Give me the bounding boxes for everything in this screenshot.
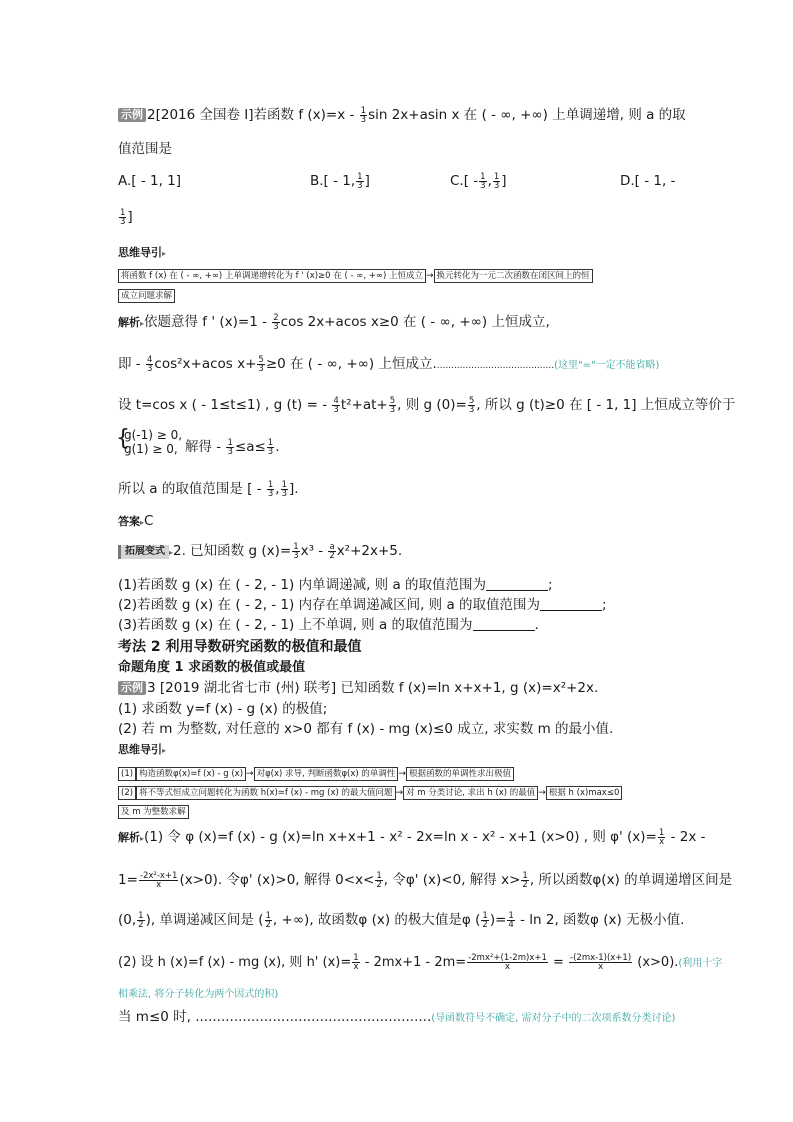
- guide-flow-2: [118, 285, 175, 303]
- option-c: C.[ - $\frac{1}{3}$ , $\frac{1}{3}$ ]: [450, 171, 507, 191]
- guide-step: 换元转化为一元二次函数在闭区间上的恒: [434, 269, 593, 283]
- extension-q1: (1)若函数 g (x) 在 ( - 2, - 1) 内单调递减, 则 a 的取值范围为 ;: [118, 577, 553, 593]
- example3-line1: 示例 3 [2019 湖北省七市 (州) 联考] 已知函数 f (x)=ln x+x+1, g (x)=x²+2x.: [118, 679, 598, 697]
- answer-blank: [486, 578, 548, 591]
- option-d-cont: $\frac{1}{3}$ ]: [120, 207, 133, 227]
- guide-label: 思维导引▸: [118, 743, 167, 756]
- answer: 答案▸C: [118, 513, 154, 529]
- guide-step: 根据函数的单调性求出极值: [406, 767, 514, 781]
- range-line: 所以 a 的取值范围是 [ - $\frac{1}{3}$ , $\frac{1}{3}$ ].: [118, 479, 299, 499]
- ex3-solution-line6: 当 m≤0 时, .......................................................(导函数符号不确定, 需对分子中的二次项系数分类讨论): [118, 1009, 676, 1025]
- example2-line2: 值范围是: [118, 141, 172, 157]
- fraction: $\frac{1}{3}$: [360, 105, 367, 125]
- guide3-row3: [118, 801, 189, 819]
- system: g(-1) ≥ 0, g(1) ≥ 0,: [124, 428, 183, 456]
- option-a: A.[ - 1, 1]: [118, 173, 182, 189]
- option-b: B.[ - 1, $\frac{1}{3}$ ]: [310, 171, 370, 191]
- option-d: D.[ - 1, -: [620, 173, 676, 189]
- solution-line2: 即 - $\frac{4}{3}$ cos²x+acos x+ $\frac{5}{3}$ ≥0 在 ( - ∞, +∞) 上恒成立..........................................(这里"="一定不能省略): [118, 354, 660, 374]
- ex3-solution-line4: (2) 设 h (x)=f (x) - mg (x), 则 h' (x)= $\frac{1}{x}$ - 2mx+1 - 2m= $\frac{\text{-2mx²+(1-2m)x+1}}{x}$ = $\frac{-(2mx-1)(x+1)}{x}$ (x>0).(利用十字: [118, 953, 723, 972]
- answer-blank: [473, 618, 535, 631]
- ex3-solution-line3: (0, $\frac{1}{2}$ ), 单调递减区间是 ( $\frac{1}{2}$ , +∞), 故函数φ (x) 的极大值是φ ( $\frac{1}{2}$ )= $\frac{1}{4}$ - ln 2, 函数φ (x) 无极小值.: [118, 910, 685, 930]
- example-tag: 示例: [118, 108, 146, 122]
- guide-step: 根据 h (x)max≤0: [546, 786, 623, 800]
- extension-line: 拓展变式 ▸2. 已知函数 g (x)= $\frac{1}{3}$ x³ - $\frac{a}{2}$ x²+2x+5.: [118, 542, 402, 562]
- guide-step: 将不等式恒成立问题转化为函数 h(x)=f (x) - mg (x) 的最大值问题: [136, 786, 395, 800]
- guide3-row1: (1) 构造函数φ(x)=f (x) - g (x) → 对φ(x) 求导, 判断函数φ(x) 的单调性 → 根据函数的单调性求出极值: [118, 763, 514, 783]
- margin-note: (利用十字: [678, 958, 723, 969]
- margin-note: (这里"="一定不能省略): [554, 360, 660, 371]
- solution-line3: 设 t=cos x ( - 1≤t≤1) , g (t) = - $\frac{4}{3}$ t²+at+ $\frac{5}{3}$ , 则 g (0)= $\frac{5}{3}$ , 所以 g (t)≥0 在 [ - 1, 1] 上恒成立等价于: [118, 395, 736, 415]
- solution-line1: 解析▸依题意得 f ' (x)=1 - $\frac{2}{3}$ cos 2x+acos x≥0 在 ( - ∞, +∞) 上恒成立,: [118, 312, 550, 332]
- guide-step: 对φ(x) 求导, 判断函数φ(x) 的单调性: [254, 767, 399, 781]
- guide-flow-1: 将函数 f (x) 在 ( - ∞, +∞) 上单调递增转化为 f ' (x)≥0 在 ( - ∞, +∞) 上恒成立 → 换元转化为一元二次函数在闭区间上的恒: [118, 265, 593, 285]
- example2-line1: 示例 2[2016 全国卷 Ⅰ]若函数 f (x)=x - $\frac{1}{3}$ sin 2x+asin x 在 ( - ∞, +∞) 上单调递增, 则 a 的取: [118, 106, 686, 124]
- guide-step: 构造函数φ(x)=f (x) - g (x): [136, 767, 246, 781]
- answer-blank: [540, 598, 602, 611]
- guide-step: 将函数 f (x) 在 ( - ∞, +∞) 上单调递增转化为 f ' (x)≥0 在 ( - ∞, +∞) 上恒成立: [118, 269, 426, 283]
- ex3-solution-line2: 1= $\frac{\text{-2x²-x+1}}{x}$ (x>0). 令φ' (x)>0, 解得 0<x< $\frac{1}{2}$ , 令φ' (x)<0, 解得 x> $\frac{1}{2}$ , 所以函数φ(x) 的单调递增区间是: [118, 870, 733, 890]
- extension-tag: 拓展变式: [118, 545, 169, 559]
- example3-q1: (1) 求函数 y=f (x) - g (x) 的极值;: [118, 701, 328, 717]
- guide-step: 成立问题求解: [118, 289, 175, 303]
- system-solve: 解得 - $\frac{1}{3}$ ≤a≤ $\frac{1}{3}$ .: [185, 437, 280, 457]
- margin-note: 相乘法, 将分子转化为两个因式的积): [118, 989, 279, 1000]
- extension-q2: (2)若函数 g (x) 在 ( - 2, - 1) 内存在单调递减区间, 则 a 的取值范围为 ;: [118, 597, 607, 613]
- guide-step: 对 m 分类讨论, 求出 h (x) 的最值: [403, 786, 538, 800]
- margin-note: (导函数符号不确定, 需对分子中的二次项系数分类讨论): [431, 1013, 676, 1024]
- guide-step: 及 m 为整数求解: [118, 805, 189, 819]
- subsection-heading: 命题角度 1 求函数的极值或最值: [118, 660, 306, 675]
- example3-q2: (2) 若 m 为整数, 对任意的 x>0 都有 f (x) - mg (x)≤0 成立, 求实数 m 的最小值.: [118, 721, 614, 737]
- example-tag: 示例: [118, 681, 146, 695]
- system-brace: {: [116, 426, 130, 451]
- guide3-row2: (2) 将不等式恒成立问题转化为函数 h(x)=f (x) - mg (x) 的最大值问题 → 对 m 分类讨论, 求出 h (x) 的最值 → 根据 h (x)max≤0: [118, 782, 622, 802]
- ex3-solution-line1: 解析▸(1) 令 φ (x)=f (x) - g (x)=ln x+x+1 - x² - 2x=ln x - x² - x+1 (x>0) , 则 φ' (x)= $\frac{1}{x}$ - 2x -: [118, 827, 706, 847]
- extension-q3: (3)若函数 g (x) 在 ( - 2, - 1) 上不单调, 则 a 的取值范围为 .: [118, 617, 539, 633]
- section-heading: 考法 2 利用导数研究函数的极值和最值: [118, 639, 362, 655]
- guide-label: 思维导引▸: [118, 246, 167, 259]
